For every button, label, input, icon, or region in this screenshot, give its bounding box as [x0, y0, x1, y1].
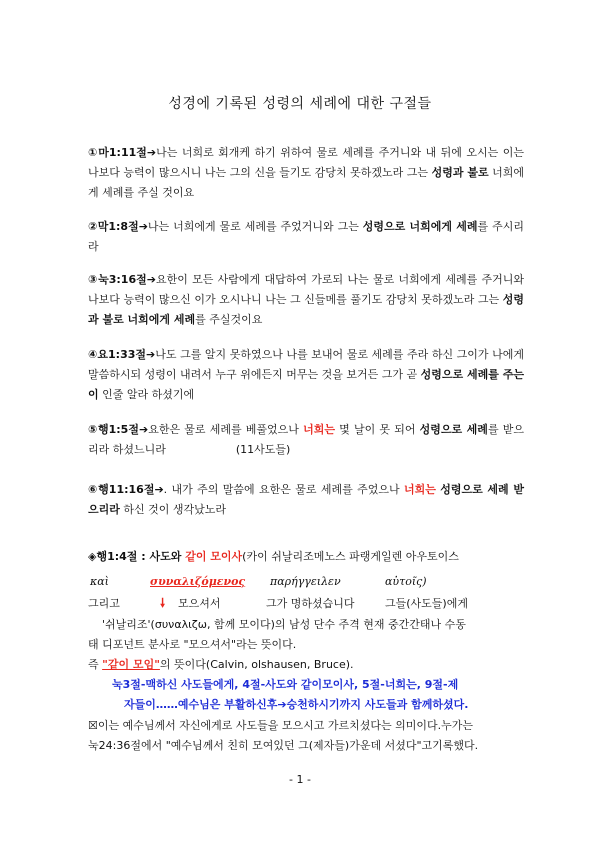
verse-red-emphasis: 너희는	[403, 483, 436, 496]
verse-text: 너희에게 세례를 주실 것이요	[88, 166, 524, 199]
acts-1-4-heading	[88, 548, 459, 564]
verse-emphasis: 성령으로 세례를 주는 이	[88, 368, 524, 401]
page-number: - 1 -	[289, 773, 311, 786]
verse-luke-3-16	[88, 270, 524, 330]
verse-text: 몇 날이 못 되어	[334, 423, 420, 436]
verse-text: 요한은 물로 세례를 베풀었으나	[148, 423, 304, 436]
verse-matthew-3-11	[88, 143, 524, 203]
verse-text: 하신 것이 생각났노라	[119, 503, 227, 516]
verse-text: 를 주실것이요	[195, 313, 263, 326]
meaning-line	[88, 656, 354, 672]
verse-ref: ①마1:11절➔	[88, 146, 157, 159]
heading-label: ◈행1:4절 : 사도와	[88, 550, 186, 563]
verse-acts-1-5	[88, 420, 524, 460]
korean-gloss-1: 그리고	[88, 597, 120, 610]
verse-mark-1-8	[88, 217, 524, 257]
korean-gloss-3: 그가 명하셨습니다	[266, 597, 355, 610]
verse-text: 인줄 알라 하셨기에	[98, 388, 195, 401]
grammar-note-line-1: '쉬날리조'(συναλιζω, 함께 모이다)의 남성 단수 주격 현재 중간간태나 수동	[102, 618, 466, 631]
commentary-line-1: ☒이는 예수님께서 자신에게로 사도들을 모으시고 가르치셨다는 의미이다.누가는	[88, 719, 473, 732]
verse-ref: ⑥행11:16절➔	[88, 483, 164, 496]
greek-word-1: καὶ	[90, 575, 109, 588]
verse-text: 나는 너희로 회개케 하기 위하여 물로 세례를 주거니와 내 뒤에 오시는 이는 나보다 능력이 많으시니 나는 그의 신을 들기도 감당치 못하겠노라 그는	[88, 146, 524, 179]
verse-text: 를 받으리라 하셨느니라	[88, 423, 525, 456]
greek-word-3: παρήγγειλεν	[270, 575, 341, 588]
heading-transliteration: (카이 쉬날리조메노스 파랭게일렌 아우토이스	[242, 550, 459, 563]
heading-red-phrase: 같이 모이사	[185, 550, 243, 563]
greek-word-4: αὐτοῖς)	[385, 575, 427, 588]
page-title: 성경에 기록된 성령의 세례에 대한 구절들	[168, 96, 432, 112]
blue-summary-line-1: 눅3절-맥하신 사도들에게, 4절-사도와 같이모이사, 5절-너희는, 9절-제	[112, 678, 459, 691]
verse-acts-11-16	[88, 480, 524, 520]
verse-ref: ②막1:8절➔	[88, 220, 148, 233]
korean-gloss-2: 모으셔서	[178, 597, 221, 610]
verse-text: 요한이 모든 사람에게 대답하여 가로되 나는 물로 너희에게 세례를 주거니와 나보다 능력이 많으신 이가 오시나니 나는 그 신들메를 풀기도 감당치 못하겠노라 그는	[88, 273, 524, 306]
verse-text: . 내가 주의 말씀에 요한은 물로 세례를 주었으나	[163, 483, 404, 496]
meaning-phrase: "같이 모임"	[102, 658, 160, 671]
verse-emphasis: 성령으로 세례 받으리라	[88, 483, 525, 516]
verse-red-emphasis: 너희는	[303, 423, 335, 436]
verse-note: (11사도들)	[235, 443, 291, 456]
down-arrow-icon: 🠗	[160, 596, 166, 610]
verse-ref: ④요1:33절➔	[88, 348, 156, 361]
verse-emphasis: 성령과 불로 너희에게 세례	[88, 293, 524, 326]
verse-ref: ③눅3:16절➔	[88, 273, 156, 286]
verse-emphasis: 성령으로 너희에게 세례	[362, 220, 478, 233]
grammar-note-line-2: 태 디포넌트 분사로 "모으셔서"라는 뜻이다.	[88, 638, 297, 651]
verse-text: 나도 그를 알지 못하였으나 나를 보내어 물로 세례를 주라 하신 그이가 나에게 말씀하시되 성령이 내려서 누구 위에든지 머무는 것을 보거든 그가 곧	[88, 348, 524, 381]
greek-word-2: συναλιζόμενος	[150, 575, 246, 588]
blue-summary-line-2: 자들이……예수님은 부활하신후➔승천하시기까지 사도들과 함께하셨다.	[124, 698, 469, 711]
meaning-prefix: 즉	[88, 658, 103, 671]
verse-text: 나는 너희에게 물로 세례를 주었거니와 그는	[147, 220, 363, 233]
verse-text: 를 주시리라	[88, 220, 524, 253]
commentary-line-2: 눅24:36절에서 "예수님께서 친히 모여있던 그(제자들)가운데 서셨다"고기록했다.	[88, 739, 479, 752]
verse-emphasis: 성령으로 세례	[419, 423, 488, 436]
verse-emphasis: 성령과 불로	[431, 166, 489, 179]
verse-ref: ⑤행1:5절➔	[88, 423, 149, 436]
korean-gloss-4: 그들(사도들)에게	[385, 597, 468, 610]
verse-john-1-33	[88, 345, 524, 405]
meaning-suffix: 의 뜻이다(Calvin, olshausen, Bruce).	[159, 658, 354, 671]
